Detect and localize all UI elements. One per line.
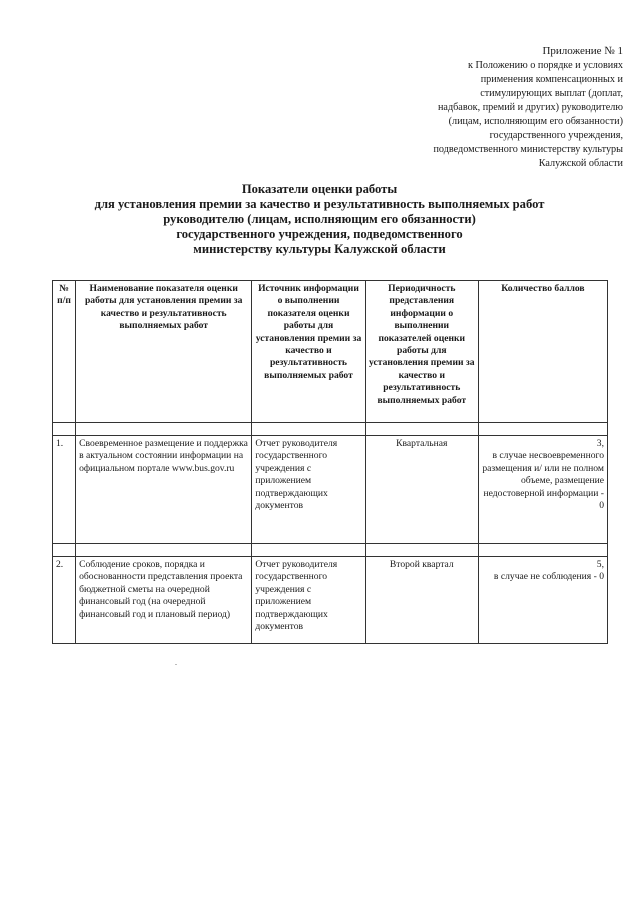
row-points [478, 557, 607, 644]
spacer-cell [478, 544, 607, 557]
points-value: 3, [596, 438, 604, 449]
header-name: Наименование показателя оценки работы для установления премии за качество и результативность выполняемых работ [76, 281, 252, 423]
title-line: Показатели оценки работы [241, 182, 398, 196]
title-line: руководителю (лицам, исполняющим его обязанности) [163, 212, 476, 226]
header-period: Периодичность представления информации о выполнении показателей оценки работы для установления премии за качество и результативность выполняемых работ [365, 281, 478, 423]
table-header-row [53, 281, 608, 423]
indicators-table [52, 280, 608, 644]
appendix-line: к Положению о порядке и условиях [468, 60, 623, 71]
appendix-line: стимулирующих выплат (доплат, [480, 88, 623, 99]
header-source: Источник информации о выполнении показателя оценки работы для установления премии за качество и результативность выполняемых работ [252, 281, 365, 423]
table-spacer-row [53, 544, 608, 557]
table-row [53, 436, 608, 544]
row-num: 2. [53, 557, 76, 644]
row-points [478, 436, 607, 544]
spacer-cell [252, 544, 365, 557]
spacer-cell [252, 423, 365, 436]
points-note: в случае не соблюдения - 0 [493, 571, 604, 583]
table-row [53, 557, 608, 644]
header-points: Количество баллов [478, 281, 607, 423]
row-period: Квартальная [365, 436, 478, 544]
appendix-line: (лицам, исполняющим его обязанности) [448, 116, 623, 127]
spacer-cell [53, 544, 76, 557]
appendix-note [373, 44, 623, 171]
spacer-cell [478, 423, 607, 436]
points-value: 5, [596, 559, 604, 570]
title-line: государственного учреждения, подведомственного [176, 227, 463, 241]
appendix-line: Приложение № 1 [542, 45, 623, 57]
appendix-line: подведомственного министерству культуры [433, 144, 623, 155]
spacer-cell [53, 423, 76, 436]
appendix-line: надбавок, премий и других) руководителю [437, 102, 623, 113]
spacer-cell [365, 544, 478, 557]
row-period: Второй квартал [365, 557, 478, 644]
scan-speck [175, 664, 177, 665]
row-source: Отчет руководителя государственного учреждения с приложением подтверждающих документов [252, 436, 365, 544]
row-indicator-name: Своевременное размещение и поддержка в актуальном состоянии информации на официальном портале www.bus.gov.ru [76, 436, 252, 544]
appendix-line: применения компенсационных и [480, 74, 623, 85]
table-spacer-row [53, 423, 608, 436]
points-note: в случае несвоевременного размещения и/ или не полном объеме, размещение недостоверной информации - 0 [482, 450, 604, 512]
header-num: № п/п [53, 281, 76, 423]
row-indicator-name: Соблюдение сроков, порядка и обоснованности представления проекта бюджетной сметы на очередной финансовый год (на очередной финансовый год и плановый период) [76, 557, 252, 644]
document-title [40, 182, 599, 257]
row-source: Отчет руководителя государственного учреждения с приложением подтверждающих документов [252, 557, 365, 644]
row-num: 1. [53, 436, 76, 544]
appendix-line: Калужской области [538, 158, 623, 169]
title-line: для установления премии за качество и результативность выполняемых работ [94, 197, 545, 211]
appendix-line: государственного учреждения, [489, 130, 623, 141]
spacer-cell [76, 544, 252, 557]
spacer-cell [365, 423, 478, 436]
spacer-cell [76, 423, 252, 436]
title-line: министерству культуры Калужской области [193, 242, 446, 256]
